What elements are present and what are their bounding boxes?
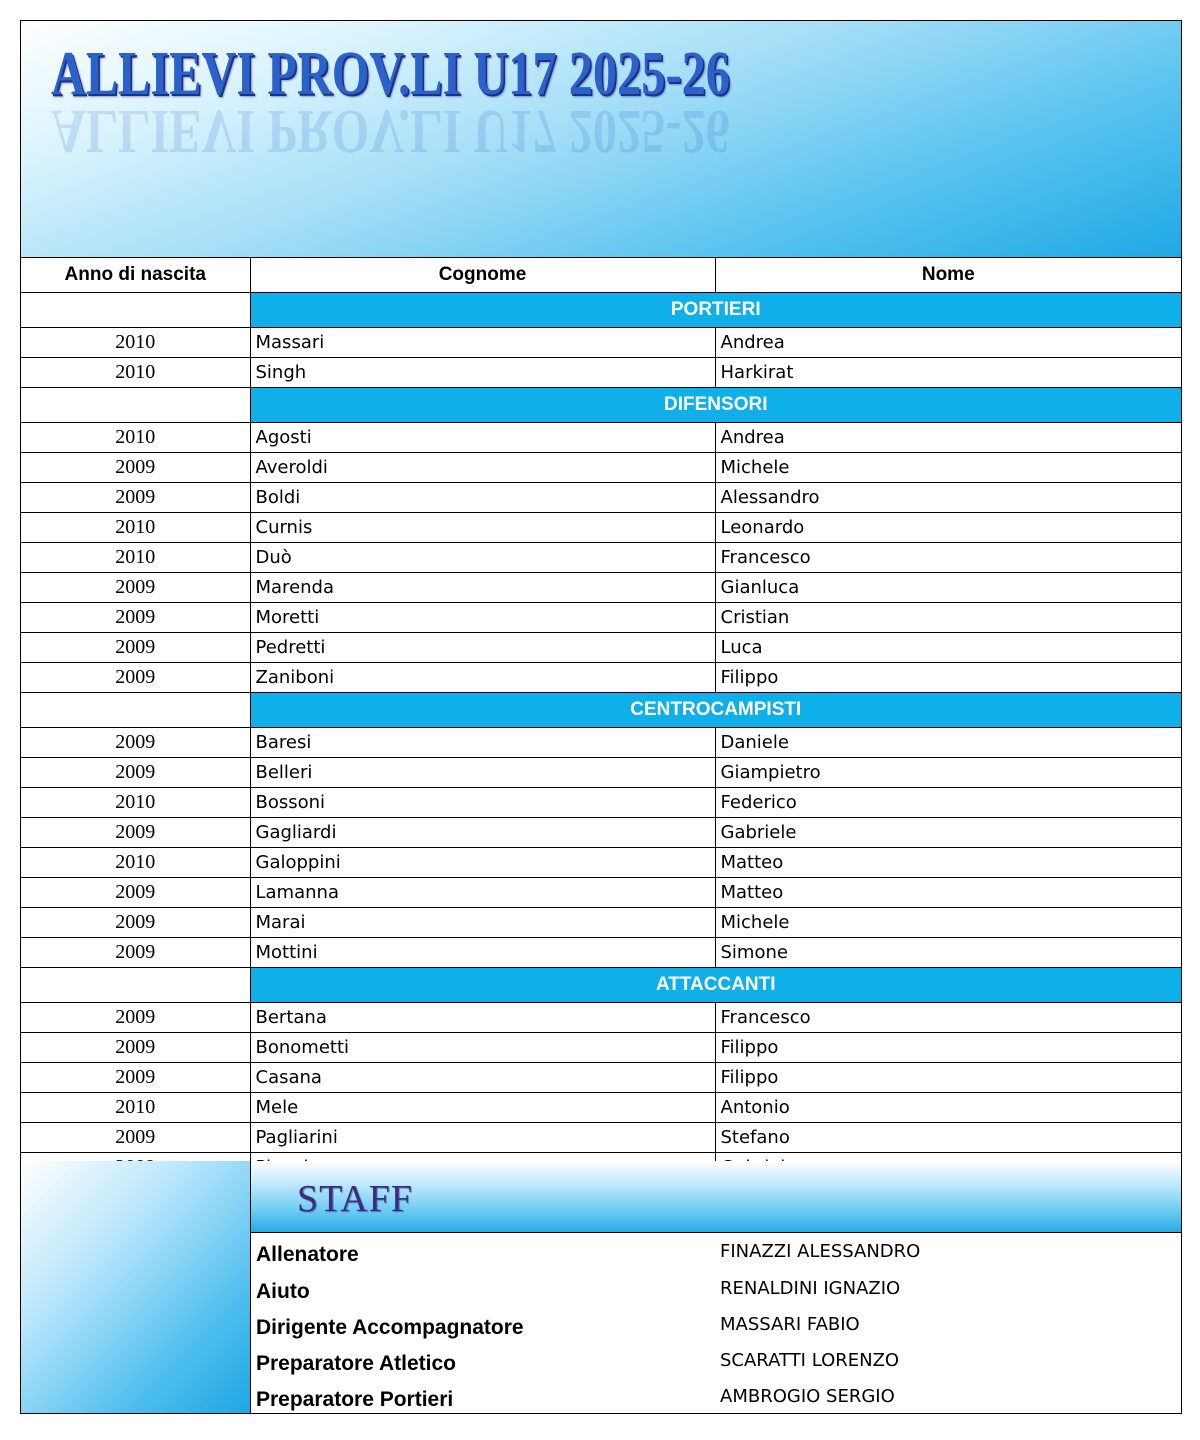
table-row [21, 818, 1181, 848]
staff-row [251, 1384, 1182, 1420]
staff-member-name: SCARATTI LORENZO [720, 1350, 900, 1371]
player-first-name: Daniele [715, 728, 1181, 758]
player-birth-year: 2009 [21, 603, 250, 633]
player-birth-year: 2009 [21, 1123, 250, 1153]
player-surname: Boldi [250, 483, 715, 513]
table-row [21, 758, 1181, 788]
section-year-blank [21, 693, 250, 728]
column-header-year: Anno di nascita [21, 258, 250, 293]
section-label: PORTIERI [250, 293, 1181, 328]
player-first-name: Filippo [715, 1063, 1181, 1093]
column-header-surname: Cognome [250, 258, 715, 293]
player-surname: Mottini [250, 938, 715, 968]
staff-role: Allenatore [256, 1243, 359, 1266]
staff-row [251, 1348, 1182, 1384]
player-first-name: Giampietro [715, 758, 1181, 788]
player-birth-year: 2009 [21, 878, 250, 908]
staff-row [251, 1239, 1182, 1275]
table-row [21, 603, 1181, 633]
player-surname: Galoppini [250, 848, 715, 878]
player-first-name: Luca [715, 633, 1181, 663]
player-birth-year: 2009 [21, 818, 250, 848]
player-surname: Lamanna [250, 878, 715, 908]
player-birth-year: 2009 [21, 1003, 250, 1033]
section-label: ATTACCANTI [250, 968, 1181, 1003]
staff-member-name: FINAZZI ALESSANDRO [720, 1241, 921, 1262]
player-first-name: Filippo [715, 663, 1181, 693]
table-row [21, 938, 1181, 968]
player-birth-year: 2009 [21, 633, 250, 663]
section-year-blank [21, 388, 250, 423]
player-birth-year: 2010 [21, 543, 250, 573]
player-birth-year: 2010 [21, 788, 250, 818]
table-row [21, 423, 1181, 453]
player-surname: Duò [250, 543, 715, 573]
section-year-blank [21, 293, 250, 328]
player-birth-year: 2009 [21, 663, 250, 693]
player-first-name: Matteo [715, 848, 1181, 878]
title-banner [21, 21, 1181, 258]
player-birth-year: 2009 [21, 483, 250, 513]
staff-side-panel [21, 1161, 250, 1413]
player-first-name: Antonio [715, 1093, 1181, 1123]
player-surname: Singh [250, 358, 715, 388]
player-first-name: Simone [715, 938, 1181, 968]
player-first-name: Alessandro [715, 483, 1181, 513]
table-row [21, 483, 1181, 513]
player-surname: Marenda [250, 573, 715, 603]
table-row [21, 788, 1181, 818]
table-row [21, 1123, 1181, 1153]
roster-sheet [20, 20, 1182, 1414]
player-first-name: Filippo [715, 1033, 1181, 1063]
table-row [21, 908, 1181, 938]
staff-role: Aiuto [256, 1280, 310, 1303]
player-surname: Mele [250, 1093, 715, 1123]
player-surname: Casana [250, 1063, 715, 1093]
player-birth-year: 2009 [21, 758, 250, 788]
player-birth-year: 2009 [21, 453, 250, 483]
staff-role: Dirigente Accompagnatore [256, 1316, 524, 1339]
player-first-name: Michele [715, 453, 1181, 483]
player-surname: Bertana [250, 1003, 715, 1033]
player-first-name: Matteo [715, 878, 1181, 908]
staff-row [251, 1312, 1182, 1348]
player-surname: Pedretti [250, 633, 715, 663]
player-birth-year: 2009 [21, 938, 250, 968]
staff-role: Preparatore Atletico [256, 1352, 456, 1375]
player-birth-year: 2009 [21, 728, 250, 758]
player-surname: Marai [250, 908, 715, 938]
player-birth-year: 2009 [21, 573, 250, 603]
table-row [21, 573, 1181, 603]
player-first-name: Gabriele [715, 818, 1181, 848]
player-surname: Bossoni [250, 788, 715, 818]
player-birth-year: 2010 [21, 1093, 250, 1123]
player-surname: Bonometti [250, 1033, 715, 1063]
table-row [21, 633, 1181, 663]
roster-table [21, 257, 1181, 1183]
player-first-name: Harkirat [715, 358, 1181, 388]
player-surname: Curnis [250, 513, 715, 543]
player-first-name: Federico [715, 788, 1181, 818]
player-first-name: Francesco [715, 1003, 1181, 1033]
player-surname: Moretti [250, 603, 715, 633]
section-label: CENTROCAMPISTI [250, 693, 1181, 728]
player-birth-year: 2010 [21, 358, 250, 388]
player-birth-year: 2010 [21, 328, 250, 358]
table-row [21, 1033, 1181, 1063]
player-first-name: Andrea [715, 423, 1181, 453]
section-year-blank [21, 968, 250, 1003]
table-row [21, 358, 1181, 388]
player-surname: Belleri [250, 758, 715, 788]
page-title-reflection: ALLIEVI PROV.LI U17 2025-26 [51, 97, 730, 165]
player-surname: Averoldi [250, 453, 715, 483]
player-surname: Pagliarini [250, 1123, 715, 1153]
table-row [21, 543, 1181, 573]
player-surname: Massari [250, 328, 715, 358]
table-row [21, 878, 1181, 908]
staff-row [251, 1276, 1182, 1312]
player-first-name: Cristian [715, 603, 1181, 633]
player-surname: Agosti [250, 423, 715, 453]
player-first-name: Stefano [715, 1123, 1181, 1153]
player-first-name: Michele [715, 908, 1181, 938]
staff-member-name: AMBROGIO SERGIO [720, 1386, 895, 1407]
player-first-name: Francesco [715, 543, 1181, 573]
staff-title: STAFF [297, 1178, 414, 1220]
player-surname: Baresi [250, 728, 715, 758]
table-row [21, 453, 1181, 483]
player-surname: Gagliardi [250, 818, 715, 848]
table-row [21, 1003, 1181, 1033]
player-first-name: Leonardo [715, 513, 1181, 543]
staff-role: Preparatore Portieri [256, 1388, 454, 1411]
table-row [21, 1093, 1181, 1123]
player-birth-year: 2009 [21, 1063, 250, 1093]
table-row [21, 728, 1181, 758]
table-header-row [21, 258, 1181, 293]
section-row [21, 293, 1181, 328]
section-row [21, 968, 1181, 1003]
table-row [21, 328, 1181, 358]
player-birth-year: 2009 [21, 1033, 250, 1063]
staff-header [250, 1161, 1181, 1233]
staff-list [250, 1233, 1181, 1413]
player-birth-year: 2009 [21, 908, 250, 938]
player-surname: Zaniboni [250, 663, 715, 693]
table-row [21, 663, 1181, 693]
staff-member-name: MASSARI FABIO [720, 1314, 860, 1335]
section-row [21, 693, 1181, 728]
table-row [21, 513, 1181, 543]
player-first-name: Gianluca [715, 573, 1181, 603]
player-birth-year: 2010 [21, 423, 250, 453]
player-birth-year: 2010 [21, 513, 250, 543]
page-title: ALLIEVI PROV.LI U17 2025-26 [51, 40, 730, 108]
section-row [21, 388, 1181, 423]
player-first-name: Andrea [715, 328, 1181, 358]
player-birth-year: 2010 [21, 848, 250, 878]
column-header-name: Nome [715, 258, 1181, 293]
table-row [21, 1063, 1181, 1093]
roster-body [21, 293, 1181, 1183]
section-label: DIFENSORI [250, 388, 1181, 423]
table-row [21, 848, 1181, 878]
staff-member-name: RENALDINI IGNAZIO [720, 1278, 901, 1299]
